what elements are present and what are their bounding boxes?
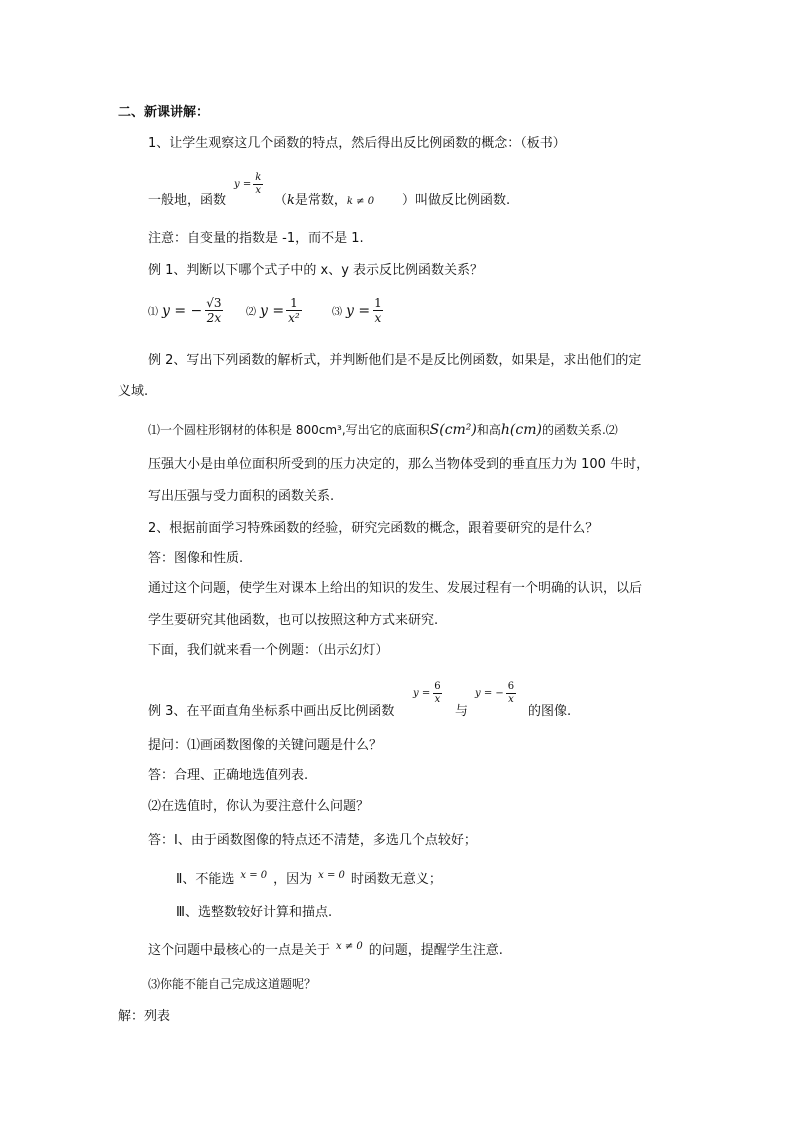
k-variable: k: [287, 193, 295, 208]
example-3-prefix: 例 3、在平面直角坐标系中画出反比例函数: [148, 704, 395, 719]
paragraph-3-line-2: 学生要研究其他函数，也可以按照这种方式来研究.: [148, 613, 439, 628]
definition-prefix: 一般地，函数: [148, 193, 227, 208]
formula-1-denominator: x: [434, 694, 441, 705]
paren-open: （: [274, 193, 288, 208]
x-equals-zero-2: x = 0: [318, 870, 345, 881]
example-3-formula-2: [475, 681, 518, 706]
item-1-lhs: y = −: [162, 302, 203, 319]
formula-1-numerator: 6: [434, 681, 441, 692]
paragraph-1: 1、让学生观察这几个函数的特点，然后得出反比例函数的概念：（板书）: [148, 136, 566, 151]
example-3-mid: 与: [455, 704, 469, 719]
definition-suffix: ）叫做反比例函数.: [402, 193, 511, 208]
note: 注意：自变量的指数是 -1，而不是 1.: [148, 231, 364, 246]
example-2-question-2-line-1: 压强大小是由单位面积所受到的压力决定的，那么当物体受到的垂直压力为 100 牛时，: [148, 457, 650, 472]
x-equals-zero-1: x = 0: [240, 870, 268, 881]
question-1-text-a: ⑴一个圆柱形钢材的体积是 800cm³,写出它的底面积: [148, 423, 430, 437]
example-2-question-2-line-2: 写出压强与受力面积的函数关系.: [148, 489, 335, 504]
item-2-label: ⑵: [246, 307, 256, 318]
definition-condition: [274, 192, 374, 211]
k-not-zero: k ≠ 0: [346, 196, 375, 207]
formula-2-lhs: y = −: [475, 688, 504, 699]
definition-formula: [234, 172, 265, 197]
paragraph-3-line-1: 通过这个问题，使学生对课本上给出的知识的发生、发展过程有一个明确的认识，以后: [148, 581, 643, 596]
paragraph-2: 2、根据前面学习特殊函数的经验，研究完函数的概念，跟着要研究的是什么？: [148, 521, 599, 536]
item-3-numerator: 1: [374, 296, 382, 310]
x-not-zero: x ≠ 0: [336, 941, 363, 952]
item-3-fraction: [372, 296, 384, 325]
item-2-fraction: [286, 296, 302, 325]
answer-2: 答：合理、正确地选值列表.: [148, 768, 309, 783]
item-2-text-b: ，因为: [273, 872, 313, 887]
height-symbol: h(cm): [500, 422, 542, 438]
question-2: ⑵在选值时，你认为要注意什么问题？: [148, 799, 370, 814]
example-1: 例 1、判断以下哪个式子中的 x、y 表示反比例函数关系？: [148, 263, 484, 278]
question-1: 提问：⑴画函数图像的关键问题是什么？: [148, 738, 383, 753]
paragraph-4: 下面，我们就来看一个例题：（出示幻灯）: [148, 643, 389, 658]
item-1-label: ⑴: [148, 307, 158, 318]
question-1-text-c: 的函数关系.⑵: [541, 423, 618, 437]
section-title: 二、新课讲解：: [118, 105, 210, 120]
formula-1-lhs: y =: [413, 688, 431, 699]
question-1-text-b: 和高: [476, 423, 501, 437]
example-2-line-1: 例 2、写出下列函数的解析式，并判断他们是不是反比例函数，如果是，求出他们的定: [148, 353, 642, 368]
solution: 解：列表: [118, 1009, 171, 1024]
item-1-numerator: √3: [206, 296, 222, 310]
example-1-item-3: [332, 296, 386, 325]
formula-1-fraction: [432, 681, 442, 706]
is-constant-text: 是常数，: [294, 193, 347, 208]
example-3-formula-1: [413, 681, 445, 706]
formula-2-fraction: [506, 681, 516, 706]
item-3-lhs: y =: [346, 302, 371, 319]
item-2-text-c: 时函数无意义；: [350, 872, 442, 887]
fraction-numerator: k: [255, 172, 262, 183]
item-3-label: ⑶: [332, 307, 342, 318]
answer-3-item-2: [176, 871, 442, 890]
fraction-denominator: x: [255, 185, 262, 196]
formula-2-denominator: x: [508, 694, 514, 705]
item-2-numerator: 1: [290, 296, 298, 310]
core-text-a: 这个问题中最核心的一点是关于: [148, 943, 331, 958]
formula-fraction: [253, 172, 263, 197]
formula-lhs: y =: [234, 179, 252, 190]
answer-1: 答：图像和性质.: [148, 551, 244, 566]
item-2-lhs: y =: [260, 302, 285, 319]
question-3: ⑶你能不能自己完成这道题呢？: [148, 977, 317, 991]
answer-3-item-3: Ⅲ、选整数较好计算和描点.: [176, 905, 333, 920]
item-1-denominator: 2x: [206, 311, 222, 325]
answer-3-item-1: 答：Ⅰ、由于函数图像的特点还不清楚，多选几个点较好；: [148, 833, 477, 848]
item-2-denominator: x²: [288, 311, 300, 325]
example-2-line-2: 义域.: [118, 384, 149, 399]
item-1-fraction: [204, 296, 223, 325]
example-1-item-2: [246, 296, 304, 325]
item-3-denominator: x: [374, 311, 382, 325]
example-2-question-1: [148, 421, 618, 439]
area-symbol: S(cm²): [429, 422, 477, 438]
core-text-b: 的问题，提醒学生注意.: [368, 943, 503, 958]
example-3-suffix: 的图像.: [528, 704, 572, 719]
formula-2-numerator: 6: [507, 681, 515, 692]
example-1-item-1: [148, 296, 226, 325]
item-2-text-a: Ⅱ、不能选: [176, 872, 235, 887]
core-point: [148, 942, 503, 961]
